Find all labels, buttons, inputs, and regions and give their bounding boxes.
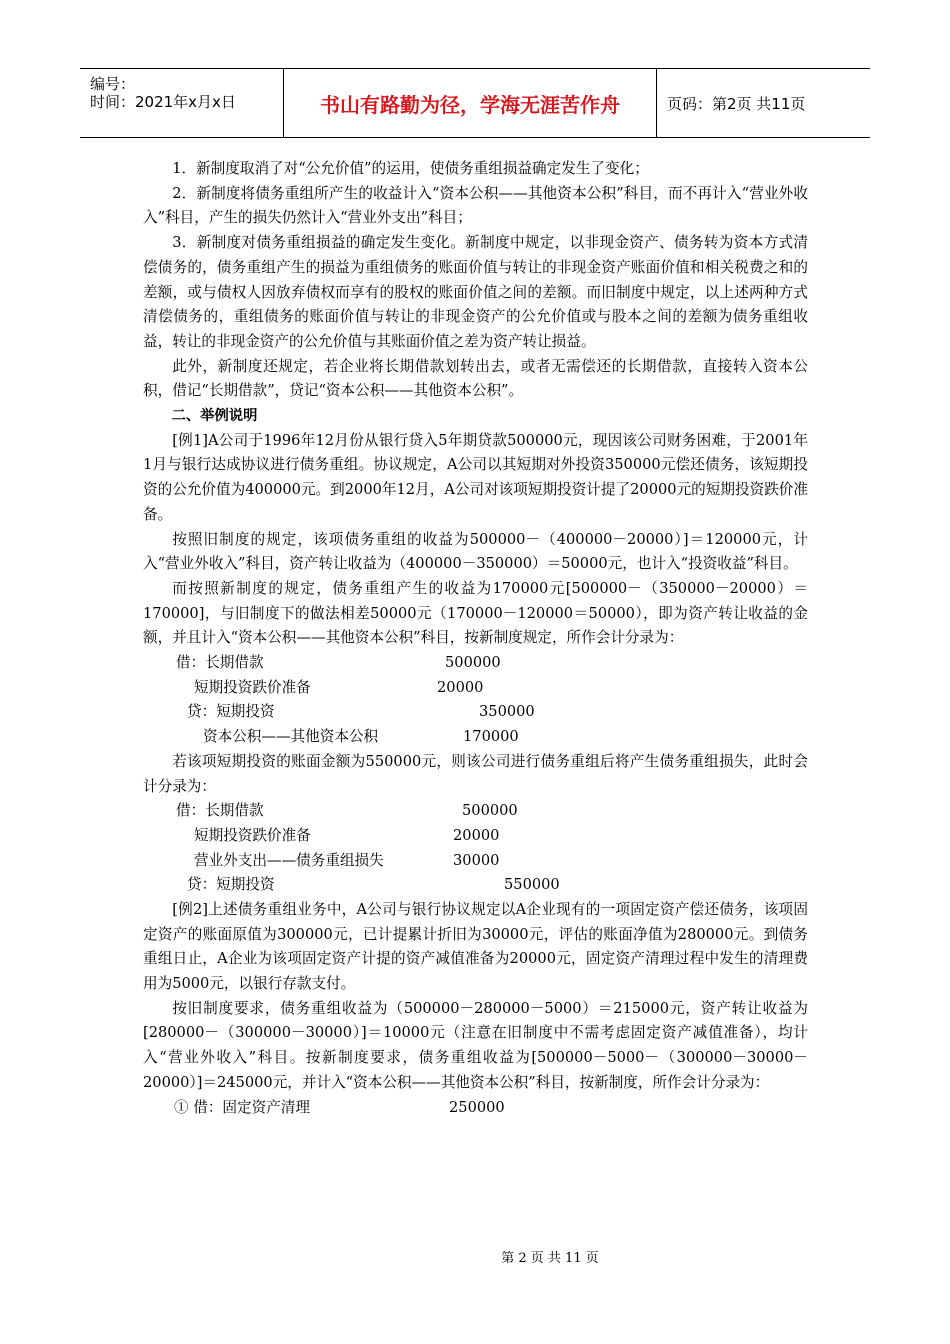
document-body xyxy=(143,157,808,1120)
paragraph-loss-case: 若该项短期投资的账面金额为550000元，则该公司进行债务重组后将产生债务重组损失，此时会计分录为： xyxy=(143,752,808,795)
entry-amount: 550000 xyxy=(504,876,560,894)
entry-amount: 500000 xyxy=(462,802,518,820)
journal-entry xyxy=(143,849,808,874)
paragraph-example-2: [例2]上述债务重组业务中，A公司与银行协议规定以A企业现有的一项固定资产偿还债务，该项固定资产的账面原值为300000元，已计提累计折旧为30000元，评估的账面净值为280000元。到债务重组日止，A企业为该项固定资产计提的资产减值准备为20000元，固定资产清理过程中发生的清理费用为5000元，以银行存款支付。 xyxy=(143,900,808,993)
paragraph-3: 3．新制度对债务重组损益的确定发生变化。新制度中规定，以非现金资产、债务转为资本方式清偿债务的，债务重组产生的损益为重组债务的账面价值与转让的非现金资产账面价值和相关税费之和的差额，或与债权人因放弃债权而享有的股权的账面价值之间的差额。而旧制度中规定，以上述两种方式清偿债务的，重组债务的账面价值与转让的非现金资产的公允价值或与股本之间的差额为债务重组收益，转让的非现金资产的公允价值与其账面价值之差为资产转让损益。 xyxy=(143,234,808,350)
entry-account: 借：长期借款 xyxy=(176,802,264,820)
paragraph-4: 此外，新制度还规定，若企业将长期借款划转出去，或者无需偿还的长期借款，直接转入资本公积，借记“长期借款”，贷记“资本公积——其他资本公积”。 xyxy=(143,357,808,400)
journal-entries-2 xyxy=(143,799,808,898)
journal-entries-1 xyxy=(143,651,808,750)
journal-entry xyxy=(143,725,808,750)
journal-entry xyxy=(143,700,808,725)
journal-entry xyxy=(143,873,808,898)
entry-account: 贷：短期投资 xyxy=(187,703,275,721)
entry-amount: 500000 xyxy=(445,654,501,672)
paragraph-old-rule: 按照旧制度的规定，该项债务重组的收益为500000－（400000－20000）]＝120000元，计入“营业外收入”科目，资产转让收益为（400000－350000）＝50000元，也计入“投资收益”科目。 xyxy=(143,530,808,573)
entry-account: 营业外支出——债务重组损失 xyxy=(194,851,384,869)
page-footer: 第 2 页 共 11 页 xyxy=(501,1251,599,1266)
section-heading: 二、举例说明 xyxy=(171,408,258,425)
entry-account: 借：长期借款 xyxy=(176,654,264,672)
date-label: 时间：2021年x月x日 xyxy=(90,93,236,111)
journal-entry xyxy=(143,824,808,849)
entry-account: ① 借：固定资产清理 xyxy=(174,1098,310,1116)
entry-account: 短期投资跌价准备 xyxy=(194,678,311,696)
entry-account: 短期投资跌价准备 xyxy=(194,826,311,844)
entry-amount: 170000 xyxy=(463,728,519,746)
journal-entry xyxy=(143,799,808,824)
paragraph-new-rule: 而按照新制度的规定，债务重组产生的收益为170000元[500000－（350000－20000）＝170000]，与旧制度下的做法相差50000元（170000－120000＝50000），即为资产转让收益的金额，并且计入“资本公积——其他资本公积”科目，按新制度规定，所作会计分录为： xyxy=(143,579,808,647)
paragraph-example-1: [例1]A公司于1996年12月份从银行贷入5年期贷款500000元，现因该公司财务困难，于2001年1月与银行达成协议进行债务重组。协议规定，A公司以其短期对外投资350000元偿还债务，该短期投资的公允价值为400000元。到2000年12月，A公司对该项短期投资计提了20000元的短期投资跌价准备。 xyxy=(143,431,808,523)
header-page-info: 页码：第2页 共11页 xyxy=(667,94,806,113)
journal-entry xyxy=(143,676,808,701)
entry-account: 资本公积——其他资本公积 xyxy=(203,728,379,746)
page-header xyxy=(80,68,870,138)
journal-entry xyxy=(143,651,808,676)
entry-amount: 350000 xyxy=(479,703,535,721)
entry-amount: 250000 xyxy=(449,1098,505,1116)
paragraph-example-2-rules: 按旧制度要求，债务重组收益为（500000－280000－5000）＝215000元，资产转让收益为[280000－（300000－30000）]＝10000元（注意在旧制度中不需考虑固定资产减值准备），均计入“营业外收入”科目。按新制度要求，债务重组收益为[500000－5000－（300000－30000－20000）]＝245000元，并计入“资本公积——其他资本公积”科目，按新制度，所作会计分录为： xyxy=(143,999,808,1091)
entry-amount: 30000 xyxy=(453,851,500,869)
paragraph-2: 2．新制度将债务重组所产生的收益计入“资本公积——其他资本公积”科目，而不再计入“营业外收入”科目，产生的损失仍然计入“营业外支出”科目； xyxy=(143,184,808,227)
entry-amount: 20000 xyxy=(437,678,484,696)
header-left-cell xyxy=(80,69,284,137)
header-motto-cell xyxy=(284,69,657,137)
journal-entries-3 xyxy=(143,1096,808,1121)
header-motto: 书山有路勤为径，学海无涯苦作舟 xyxy=(320,92,620,117)
number-label: 编号： xyxy=(90,75,136,93)
entry-account: 贷：短期投资 xyxy=(187,876,275,894)
journal-entry xyxy=(143,1096,808,1121)
paragraph-1: 1．新制度取消了对“公允价值”的运用，使债务重组损益确定发生了变化； xyxy=(172,160,649,177)
entry-amount: 20000 xyxy=(453,826,500,844)
